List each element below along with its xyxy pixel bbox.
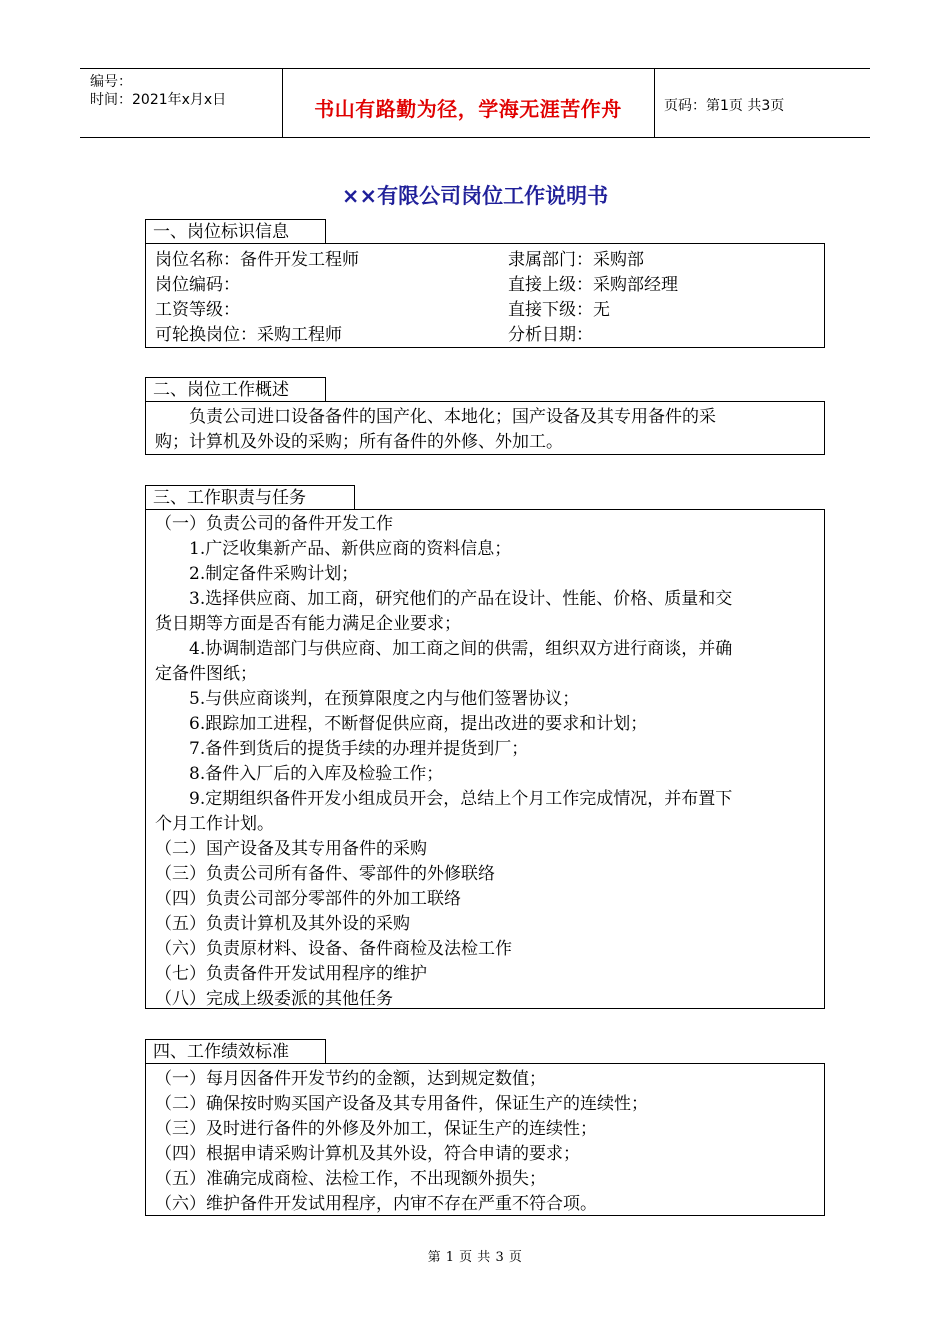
direct-superior: 直接上级：采购部经理 [508, 275, 678, 295]
direct-subordinate: 直接下级：无 [508, 300, 610, 320]
header-motto: 书山有路勤为径，学海无涯苦作舟 [314, 97, 622, 121]
section-4-box [145, 1063, 825, 1216]
section-2-label: 二、岗位工作概述 [145, 377, 326, 401]
duty-line: （六）负责原材料、设备、备件商检及法检工作 [155, 939, 512, 959]
header-page-number: 页码：第1页 共3页 [664, 98, 785, 114]
position-code: 岗位编码： [155, 275, 240, 295]
duty-line: （五）负责计算机及其外设的采购 [155, 914, 410, 934]
duty-line: （一）负责公司的备件开发工作 [155, 514, 393, 534]
position-name: 岗位名称：备件开发工程师 [155, 250, 359, 270]
header-divider [654, 69, 655, 137]
section-3-box [145, 509, 825, 1009]
duty-line: 个月工作计划。 [155, 814, 274, 834]
salary-grade: 工资等级： [155, 300, 240, 320]
rotatable-position: 可轮换岗位：采购工程师 [155, 325, 342, 345]
section-4-label: 四、工作绩效标准 [145, 1039, 326, 1063]
section-3-label: 三、工作职责与任务 [145, 485, 355, 509]
performance-line: （二）确保按时购买国产设备及其专用备件，保证生产的连续性； [155, 1094, 648, 1114]
duty-line: 1.广泛收集新产品、新供应商的资料信息； [189, 539, 512, 559]
info-row [146, 323, 824, 348]
duty-line: 4.协调制造部门与供应商、加工商之间的供需，组织双方进行商谈，并确 [189, 639, 733, 659]
duty-line: 5.与供应商谈判，在预算限度之内与他们签署协议； [189, 689, 580, 709]
doc-code-label: 编号： [90, 74, 132, 90]
overview-line: 负责公司进口设备备件的国产化、本地化；国产设备及其专用备件的采 [189, 407, 716, 427]
duty-line: （二）国产设备及其专用备件的采购 [155, 839, 427, 859]
duty-line: 定备件图纸； [155, 664, 257, 684]
duty-line: 2.制定备件采购计划； [189, 564, 359, 584]
header-meta [90, 73, 226, 109]
overview-line: 购；计算机及外设的采购；所有备件的外修、外加工。 [155, 432, 563, 452]
duty-line: 9.定期组织备件开发小组成员开会，总结上个月工作完成情况，并布置下 [189, 789, 733, 809]
page-header [80, 68, 870, 138]
section-1-box [145, 243, 825, 348]
duty-line: 货日期等方面是否有能力满足企业要求； [155, 614, 461, 634]
performance-line: （四）根据申请采购计算机及其外设，符合申请的要求； [155, 1144, 580, 1164]
performance-line: （三）及时进行备件的外修及外加工，保证生产的连续性； [155, 1119, 597, 1139]
performance-line: （一）每月因备件开发节约的金额，达到规定数值； [155, 1069, 546, 1089]
info-row [146, 273, 824, 298]
duty-line: （四）负责公司部分零部件的外加工联络 [155, 889, 461, 909]
duty-line: （八）完成上级委派的其他任务 [155, 989, 393, 1009]
duty-line: 8.备件入厂后的入库及检验工作； [189, 764, 444, 784]
duty-line: 7.备件到货后的提货手续的办理并提货到厂； [189, 739, 529, 759]
performance-line: （六）维护备件开发试用程序，内审不存在严重不符合项。 [155, 1194, 597, 1214]
duty-line: 6.跟踪加工进程，不断督促供应商，提出改进的要求和计划； [189, 714, 648, 734]
info-row [146, 298, 824, 323]
duty-line: （七）负责备件开发试用程序的维护 [155, 964, 427, 984]
performance-line: （五）准确完成商检、法检工作，不出现额外损失； [155, 1169, 546, 1189]
document-title: ××有限公司岗位工作说明书 [341, 184, 609, 208]
duty-line: （三）负责公司所有备件、零部件的外修联络 [155, 864, 495, 884]
page-footer: 第 1 页 共 3 页 [427, 1250, 523, 1265]
duty-line: 3.选择供应商、加工商，研究他们的产品在设计、性能、价格、质量和交 [189, 589, 733, 609]
section-2-box [145, 401, 825, 455]
info-row [146, 248, 824, 273]
department: 隶属部门：采购部 [508, 250, 644, 270]
doc-date: 时间：2021年x月x日 [90, 92, 227, 108]
analysis-date: 分析日期： [508, 325, 593, 345]
section-1-label: 一、岗位标识信息 [145, 219, 326, 243]
